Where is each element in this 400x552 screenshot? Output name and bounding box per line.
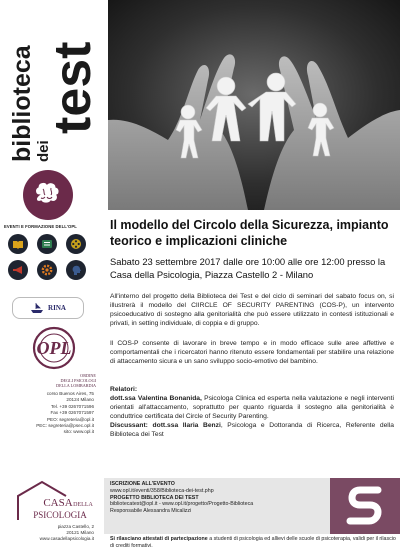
event-date-location: Sabato 23 settembre 2017 dalle ore 10:00 alle ore 12:00 presso la Casa della Psicologia, Piazza Castello 2 - Milano: [110, 256, 386, 280]
series-icons: [8, 234, 88, 280]
opl-address: corso Buenos Aires, 75: [46, 391, 94, 396]
events-label: EVENTI E FORMAZIONE DELL'OPL: [4, 224, 77, 229]
hero-image-hands-family: [108, 0, 400, 210]
casa-della-psicologia-logo: [14, 480, 94, 524]
opl-name-line: DELLA LOMBARDIA: [56, 383, 96, 388]
registration-info-text: [110, 481, 330, 515]
opl-city: 20124 Milano: [66, 397, 94, 403]
discussant-entry: [110, 422, 394, 440]
credits-note: [110, 536, 398, 550]
casa-website[interactable]: www.casadellapsicologia.it: [39, 536, 94, 542]
opl-name-line: ORDINE: [80, 373, 96, 378]
speaker-entry: [110, 395, 394, 422]
brain-icon: [31, 180, 65, 210]
opl-pec[interactable]: PEC: segreteria@psec.opl.it: [36, 423, 94, 429]
opl-monogram: OPL: [36, 338, 72, 358]
speaker-description: Psicologa Clinica ed esperta nella valutazione e negli interventi orientati all'attaccamento, soprattutto per quanto riguarda il sostegno alla genitorialità è conduttrice certificata del Circle of Security Parenting.: [110, 394, 394, 420]
registration-link[interactable]: www.opl.it/eventi/358/Biblioteca-dei-test.php: [110, 487, 214, 494]
speakers-section: [110, 386, 394, 439]
logo-word-test: test: [44, 41, 102, 134]
book-icon: [8, 234, 28, 254]
casa-address: piazza Castello, 2: [57, 524, 94, 529]
casa-contacts: [2, 524, 94, 543]
opl-fax: Fax +39 0267071597: [50, 410, 94, 416]
ship-icon: [30, 302, 44, 314]
discussant-label: Discussant:: [110, 421, 148, 429]
project-links[interactable]: bibliotecatest@opl.it - www.opl.it/progetto/Progetto-Biblioteca: [110, 501, 254, 508]
biblioteca-dei-test-logo: [2, 6, 102, 166]
speakers-label: Relatori:: [110, 386, 138, 393]
cosp-paragraph: Il COS-P consente di lavorare in breve tempo e in modo efficace sulle aree affettive e comportamentali che i ricercatori hanno ritenuto essere fondamentali per stabilire una relazione di attaccamento sicura e un sano sviluppo socio-emotivo del bambino.: [110, 340, 394, 365]
opl-name-line: DEGLI PSICOLOGI: [60, 378, 96, 383]
discussant-description: , Psicologa e Dottoranda di Ricerca, Referente della Biblioteca dei Test: [110, 421, 394, 438]
head-profile-icon: [66, 260, 86, 280]
logo-word-biblioteca: biblioteca: [8, 45, 36, 162]
casa-name-line3: PSICOLOGIA: [33, 510, 87, 520]
opl-contacts: [2, 391, 94, 436]
credits-lead: Si rilasciano attestati di partecipazione: [110, 536, 208, 542]
casa-city: 20121 Milano: [66, 530, 94, 536]
megaphone-icon: [8, 260, 28, 280]
project-label: PROGETTO BIBLIOTECA DEI TEST: [110, 494, 199, 501]
left-sidebar: [0, 0, 102, 552]
intro-paragraph: All'interno del progetto della Biblioteca dei Test e del ciclo di seminari del sabato focus on, si illustrerà il modello del CIIRCLE OF SECURITY PARENTING (COS-P), un intervento psicoeducativo di sostegno alla genitorialità che può essere utilizzato in contesti istituzionali e privati, in setting individuale, di coppia e di gruppo.: [110, 293, 394, 327]
casa-name-line1: CASA: [43, 497, 73, 509]
opl-website[interactable]: sito: www.opl.it: [63, 429, 94, 435]
rina-certification-badge: [12, 297, 84, 319]
newspaper-icon: [37, 234, 57, 254]
film-reel-icon: [66, 234, 86, 254]
logo-word-dei: dei: [35, 140, 52, 162]
credits-text: a studenti di psicologia ed allievi delle scuole di psicoterapia, validi per il rilascio di crediti formativi.: [110, 536, 396, 549]
opl-phone: Tel. +39 0267071596: [50, 403, 94, 409]
casa-name-line2: DELLA: [73, 502, 93, 508]
rina-label: RINA: [48, 304, 66, 312]
brain-logo: [23, 170, 73, 220]
event-title: Il modello del Circolo della Sicurezza, impianto teorico e implicazioni cliniche: [110, 218, 389, 248]
speaker-name: dott.ssa Valentina Bonanida,: [110, 394, 202, 402]
opl-email[interactable]: PEO: segreteria@opl.it: [46, 416, 94, 422]
gear-icon: [37, 260, 57, 280]
project-manager: Responsabile Alessandra Micalizzi: [110, 508, 192, 515]
discussant-name: dott.ssa Ilaria Benzi: [147, 421, 221, 429]
opl-name: [40, 373, 96, 388]
s-brand-logo: [330, 478, 400, 534]
registration-label: ISCRIZIONE ALL'EVENTO: [110, 481, 175, 487]
